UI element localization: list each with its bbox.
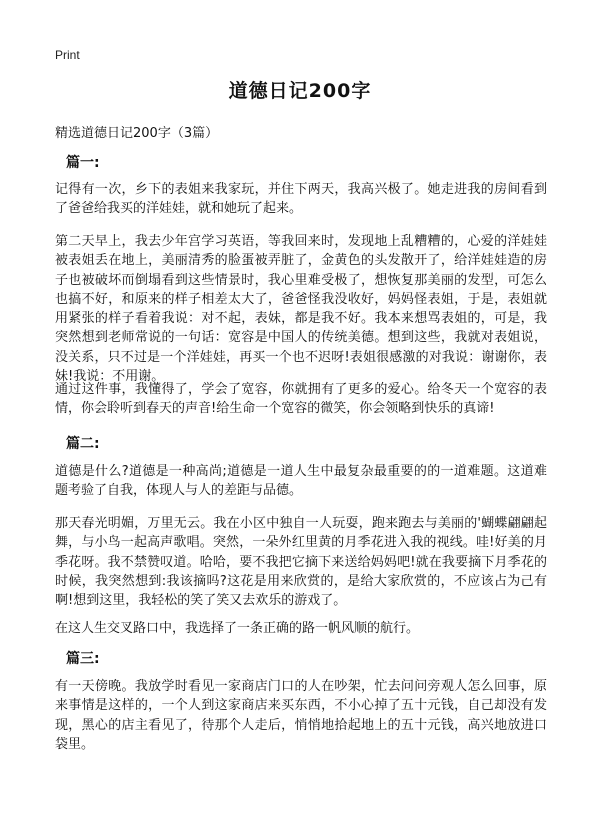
- paragraph: 记得有一次，乡下的表姐来我家玩，并住下两天，我高兴极了。她走进我的房间看到了爸爸给我买的洋娃娃，就和她玩了起来。: [55, 182, 547, 217]
- paragraph: 道德是什么?道德是一种高尚;道德是一道人生中最复杂最重要的的一道难题。这道难题考验了自我，体现人与人的差距与品德。: [55, 464, 547, 499]
- paragraph: 在这人生交叉路口中，我选择了一条正确的路一帆风顺的航行。: [55, 621, 420, 636]
- section-heading-1: 篇一:: [66, 155, 100, 171]
- document-subtitle: 精选道德日记200字（3篇）: [55, 126, 219, 141]
- document-title: 道德日记200字: [228, 80, 372, 102]
- section-heading-2: 篇二:: [66, 436, 100, 452]
- paragraph: 那天春光明媚，万里无云。我在小区中独自一人玩耍，跑来跑去与美丽的'蝴蝶翩翩起舞，与小鸟一起高声歌唱。突然，一朵外红里黄的月季花进入我的视线。哇!好美的月季花呀。我不禁赞叹道。哈哈，要不我把它摘下来送给妈妈吧!就在我要摘下月季花的时候，我突然想到:我该摘吗?这花是用来欣赏的，是给大家欣赏的，不应该占为己有啊!想到这里，我轻松的笑了笑又去欢乐的游戏了。: [55, 516, 547, 609]
- print-link[interactable]: Print: [55, 48, 80, 62]
- paragraph: 通过这件事，我懂得了，学会了宽容，你就拥有了更多的爱心。给冬天一个宽容的表情，你会聆听到春天的声音!给生命一个宽容的微笑，你会领略到快乐的真谛!: [55, 382, 547, 417]
- paragraph: 第二天早上，我去少年宫学习英语，等我回来时，发现地上乱糟糟的，心爱的洋娃娃被表姐丢在地上，美丽清秀的脸蛋被弄脏了，金黄色的头发散开了，给洋娃娃造的房子也被破坏而倒塌看到这些情景时，我心里难受极了，想恢复那美丽的发型，可怎么也搞不好，和原来的样子相差太大了，爸爸怪我没收好，妈妈怪表姐，于是，表姐就用紧张的样子看着我说：对不起，表妹，都是我不好。我本来想骂表姐的，可是，我突然想到老师常说的一句话：宽容是中国人的传统美德。想到这些，我就对表姐说，没关系，只不过是一个洋娃娃，再买一个也不迟呀!表姐很感激的对我说：谢谢你，表妹!我说：不用谢。: [55, 234, 547, 385]
- section-heading-3: 篇三:: [66, 651, 100, 667]
- paragraph: 有一天傍晚。我放学时看见一家商店门口的人在吵架，忙去问问旁观人怎么回事，原来事情是这样的，一个人到这家商店来买东西，不小心掉了五十元钱，自己却没有发现，黑心的店主看见了，待那个人走后，悄悄地拾起地上的五十元钱，高兴地放进口袋里。: [55, 679, 547, 752]
